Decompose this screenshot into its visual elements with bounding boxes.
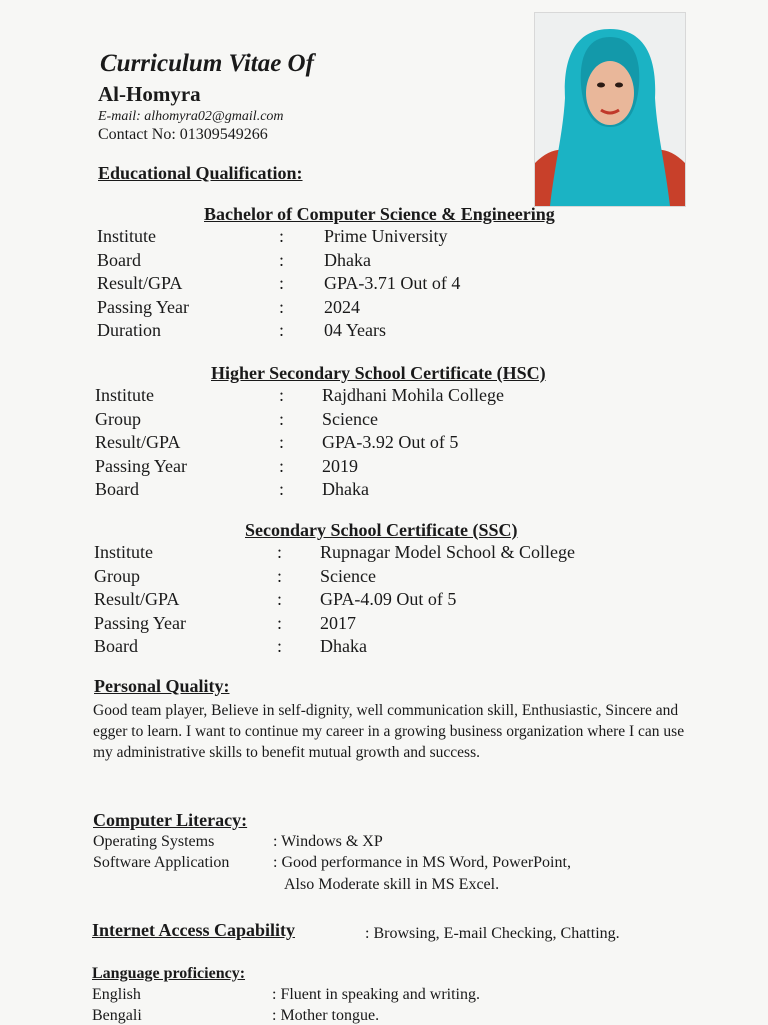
language-label: Bengali bbox=[92, 1007, 142, 1024]
field-label: Passing Year bbox=[95, 455, 188, 476]
internet-value: : Browsing, E-mail Checking, Chatting. bbox=[365, 925, 620, 942]
field-separator: : bbox=[277, 589, 283, 609]
field-label: Board bbox=[95, 479, 139, 499]
hsc-title: Higher Secondary School Certificate (HSC) bbox=[211, 363, 546, 383]
field-label: Board bbox=[94, 636, 138, 656]
person-portrait-icon bbox=[535, 13, 685, 206]
field-separator: : bbox=[277, 565, 283, 586]
os-label: Operating Systems bbox=[93, 833, 215, 850]
field-value: Dhaka bbox=[322, 479, 369, 499]
field-separator: : bbox=[279, 273, 285, 293]
field-separator: : bbox=[279, 432, 285, 452]
field-label: Passing Year bbox=[94, 612, 187, 633]
internet-heading: Internet Access Capability bbox=[92, 920, 295, 940]
personal-quality-heading: Personal Quality: bbox=[94, 676, 230, 696]
field-label: Institute bbox=[97, 226, 156, 246]
field-value: Rajdhani Mohila College bbox=[322, 385, 504, 405]
field-value: Rupnagar Model School & College bbox=[320, 542, 575, 562]
field-value: Prime University bbox=[324, 226, 448, 246]
field-label: Duration bbox=[97, 320, 161, 340]
field-label: Group bbox=[95, 408, 141, 429]
field-value: 2019 bbox=[322, 455, 358, 476]
email-label: E-mail: bbox=[98, 109, 141, 124]
candidate-name: Al-Homyra bbox=[98, 82, 201, 106]
field-separator: : bbox=[279, 320, 285, 340]
field-label: Passing Year bbox=[97, 296, 190, 317]
field-value: GPA-3.92 Out of 5 bbox=[322, 432, 459, 452]
field-value: 2024 bbox=[324, 296, 360, 317]
field-label: Result/GPA bbox=[94, 589, 180, 609]
profile-photo bbox=[534, 12, 686, 207]
field-label: Institute bbox=[94, 542, 153, 562]
field-value: Science bbox=[320, 565, 376, 586]
cv-title: Curriculum Vitae Of bbox=[100, 50, 314, 77]
field-value: Science bbox=[322, 408, 378, 429]
language-value: : Fluent in speaking and writing. bbox=[272, 986, 480, 1003]
bsc-title: Bachelor of Computer Science & Engineering bbox=[204, 204, 555, 224]
field-separator: : bbox=[277, 636, 283, 656]
field-separator: : bbox=[279, 408, 285, 429]
field-separator: : bbox=[279, 249, 285, 270]
education-heading: Educational Qualification: bbox=[98, 163, 303, 183]
field-label: Group bbox=[94, 565, 140, 586]
contact-number: Contact No: 01309549266 bbox=[98, 126, 268, 143]
software-label: Software Application bbox=[93, 854, 230, 871]
ssc-title: Secondary School Certificate (SSC) bbox=[245, 520, 518, 540]
field-label: Board bbox=[97, 249, 141, 270]
field-value: Dhaka bbox=[324, 249, 371, 270]
software-value: : Good performance in MS Word, PowerPoint, bbox=[273, 854, 571, 871]
field-label: Institute bbox=[95, 385, 154, 405]
field-value: Dhaka bbox=[320, 636, 367, 656]
personal-quality-text: Good team player, Believe in self-dignity, well communication skill, Enthusiastic, Sincere and egger to learn. I want to continue my career in a growing business organization where I can use my administrative skills to benefit mutual growth and success. bbox=[93, 702, 685, 761]
email-address: alhomyra02@gmail.com bbox=[144, 109, 284, 124]
field-separator: : bbox=[277, 612, 283, 633]
field-separator: : bbox=[279, 479, 285, 499]
language-value: : Mother tongue. bbox=[272, 1007, 380, 1024]
field-separator: : bbox=[279, 385, 285, 405]
software-continuation: Also Moderate skill in MS Excel. bbox=[284, 876, 500, 893]
language-heading: Language proficiency: bbox=[92, 965, 246, 982]
field-separator: : bbox=[279, 226, 285, 246]
computer-literacy-heading: Computer Literacy: bbox=[93, 810, 248, 830]
field-separator: : bbox=[279, 455, 285, 476]
email-line bbox=[98, 109, 284, 125]
field-value: 04 Years bbox=[324, 320, 387, 340]
field-separator: : bbox=[277, 542, 283, 562]
field-value: GPA-4.09 Out of 5 bbox=[320, 589, 457, 609]
field-value: GPA-3.71 Out of 4 bbox=[324, 273, 461, 293]
language-label: English bbox=[92, 986, 141, 1003]
field-label: Result/GPA bbox=[95, 432, 181, 452]
field-separator: : bbox=[279, 296, 285, 317]
field-label: Result/GPA bbox=[97, 273, 183, 293]
field-value: 2017 bbox=[320, 612, 356, 633]
os-value: : Windows & XP bbox=[273, 833, 383, 850]
